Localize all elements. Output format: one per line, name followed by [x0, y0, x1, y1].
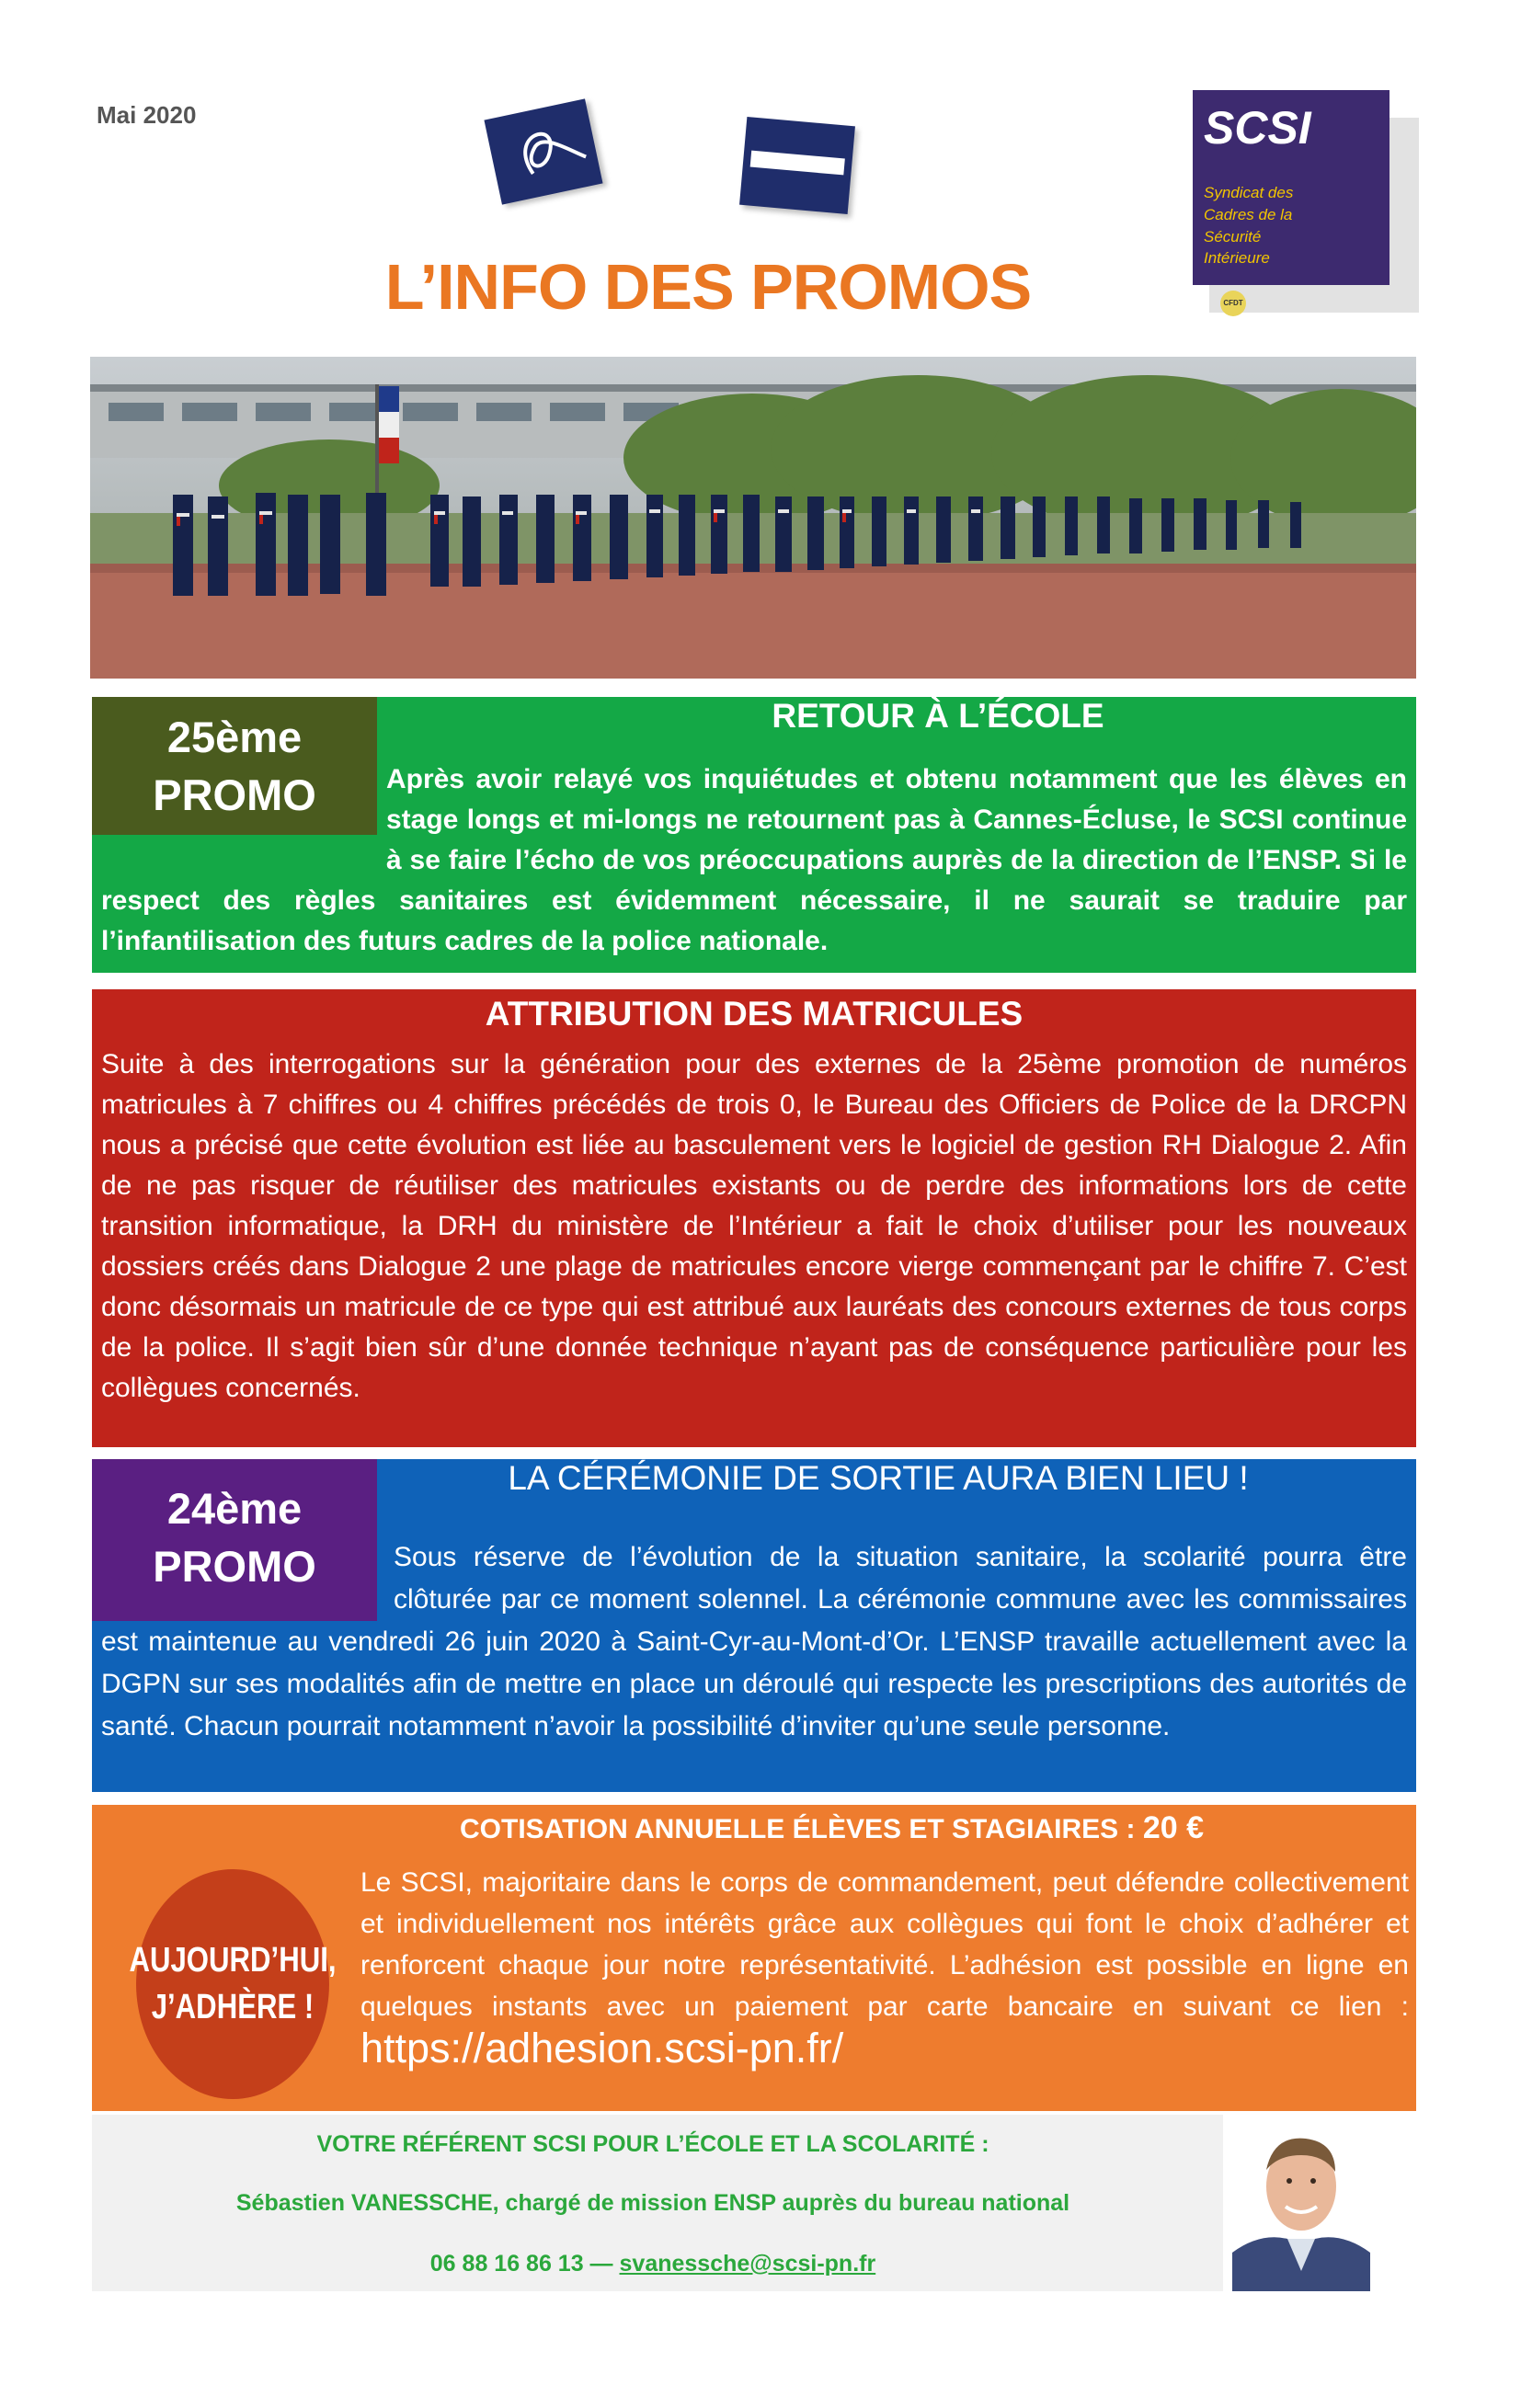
page-title: L’INFO DES PROMOS	[384, 251, 1032, 323]
referent-portrait	[1223, 2115, 1416, 2291]
section-body: Sous réserve de l’évolution de la situation sanitaire, la scolarité pourra être clôturée par ce moment solennel. La cérémonie commune avec les commissaires est maintenue au vendredi 26 juin 2020 à Saint-Cyr-au-Mont-d’Or. L’ENSP travaille actuellement avec la DGPN sur ses modalités afin de mettre en place un déroulé qui respecte les prescriptions des autorités de santé. Chacun pourrait notamment n’avoir la possibilité d’inviter qu’une seule personne.	[92, 1536, 1416, 1748]
referent-phone: 06 88 16 86 13 —	[429, 2251, 613, 2277]
section-body: Suite à des interrogations sur la génération pour des externes de la 25ème promotion de numéros matricules à 7 chiffres ou 4 chiffres précédés de trois 0, le Bureau des Officiers de Police de la DRCPN nous a précisé que cette évolution est liée au basculement vers le logiciel de gestion RH Dialogue 2. Afin de ne pas risquer de réutiliser des matricules existants ou de perdre des informations lors de cette transition informatique, la DRH du ministère de l’Intérieur a fait le choix d’utiliser pour les nouveaux dossiers créés dans Dialogue 2 une plage de matricules encore vierge commençant par le chiffre 7. C’est donc désormais un matricule de ce type qui est attribué aux lauréats des concours externes de tous corps de la police. Il s’agit bien sûr d’une donnée technique n’ayant pas de conséquence particulière pour les collègues concernés.	[101, 1049, 1407, 1403]
section-body: Le SCSI, majoritaire dans le corps de commandement, peut défendre collectivement et individuellement nos intérêts grâce aux collègues qui font le choix d’adhérer et renforcent chaque jour notre représentativité. L’adhésion est possible en ligne en quelques instants avec un paiement par carte bancaire en suivant ce lien : https://adhesion.scsi-pn.fr/	[360, 1867, 1409, 2071]
section-retour-ecole	[92, 697, 1416, 973]
section-matricules	[92, 989, 1416, 1447]
section-heading: LA CÉRÉMONIE DE SORTIE AURA BIEN LIEU !	[508, 1459, 1249, 1497]
referent-name: Sébastien VANESSCHE, chargé de mission ENSP auprès du bureau national	[235, 2190, 1070, 2216]
ceremony-photo	[90, 357, 1416, 679]
referent-heading: VOTRE RÉFÉRENT SCSI POUR L’ÉCOLE ET LA SCOLARITÉ :	[316, 2131, 989, 2157]
promo-24-label: 24ème PROMO	[92, 1459, 377, 1621]
issue-date: Mai 2020	[97, 101, 197, 129]
promo-25-label: 25ème PROMO	[92, 697, 377, 835]
referent-email-link[interactable]: svanessche@scsi-pn.fr	[619, 2251, 876, 2277]
referent-contact	[92, 2251, 1214, 2277]
logo-subtitle: Syndicat des Cadres de la Sécurité Intérieure	[1204, 184, 1294, 268]
section-cotisation	[92, 1805, 1416, 2111]
rank-stripe-icon	[739, 117, 855, 214]
cfdt-badge: CFDT	[1220, 291, 1246, 316]
section-heading: RETOUR À L’ÉCOLE	[772, 697, 1104, 735]
adhere-badge: AUJOURD’HUI, J’ADHÈRE !	[136, 1869, 329, 2099]
section-heading: COTISATION ANNUELLE ÉLÈVES ET STAGIAIRES : 20 €	[460, 1810, 1205, 1845]
text-wrap-spacer	[101, 759, 386, 842]
logo-title: SCSI	[1204, 102, 1311, 154]
ribbon-icon	[484, 98, 602, 204]
referent-block	[92, 2115, 1416, 2291]
price: 20 €	[1142, 1810, 1205, 1845]
text-wrap-spacer	[101, 1536, 394, 1617]
section-ceremonie	[92, 1459, 1416, 1792]
adhesion-link[interactable]: https://adhesion.scsi-pn.fr/	[360, 2025, 844, 2071]
section-body: Après avoir relayé vos inquiétudes et obtenu notamment que les élèves en stage longs et mi-longs ne retournent pas à Cannes-Écluse, le SCSI continue à se faire l’écho de vos préoccupations auprès de la direction de l’ENSP. Si le respect des règles sanitaires est évidemment nécessaire, il ne saurait se traduire par l’infantilisation des futurs cadres de la police nationale.	[92, 759, 1416, 962]
section-heading: ATTRIBUTION DES MATRICULES	[485, 995, 1024, 1033]
